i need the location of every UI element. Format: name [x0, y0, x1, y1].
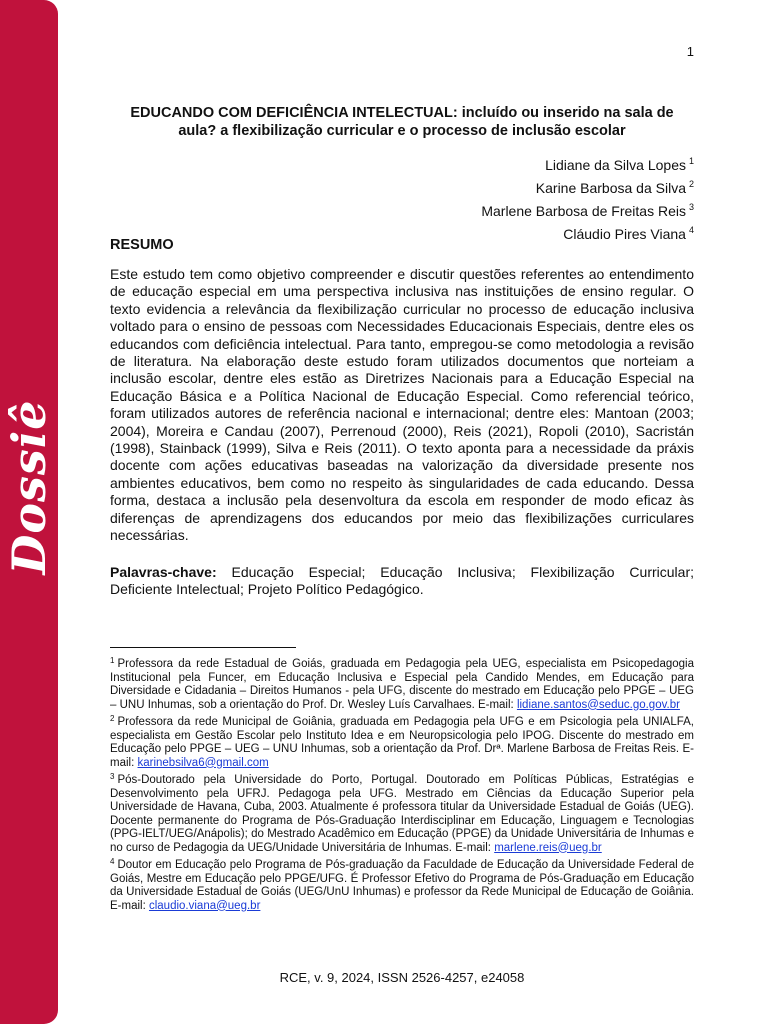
- footnote: [110, 855, 694, 913]
- footnote-text: Professora da rede Estadual de Goiás, graduada em Pedagogia pela UEG, especialista em Psicopedagogia Institucional pela Funcer, em Educação Inclusiva e Especial pela Candido Mendes, em Educação para Diversidade e Cidadania – Direitos Humanos - pela UFG, discente do mestrado em Educação pelo PPGE – UEG – UNU Inhumas, sob a orientação do Prof. Dr. Wesley Luís Carvalhaes. E-mail:: [110, 658, 694, 711]
- author-line: [110, 152, 694, 175]
- author-note-ref[interactable]: 2: [688, 179, 694, 189]
- footnote-number: 3: [110, 772, 115, 781]
- keywords-label: Palavras-chave:: [110, 564, 217, 580]
- footnotes: [110, 654, 694, 913]
- footnote-text: Professora da rede Municipal de Goiânia, graduada em Pedagogia pela UFG e em Psicologia pela UNIALFA, especialista em Gestão Escolar pelo Instituto Idea e em Neuropsicologia pelo IPOG. Discente do mestrado em Educação pelo PPGE – UEG – UNU Inhumas, sob a orientação da Prof. Drª. Marlene Barbosa de Freitas Reis. E-mail:: [110, 716, 694, 769]
- abstract-heading: RESUMO: [110, 237, 174, 253]
- author-note-ref[interactable]: 1: [688, 156, 694, 166]
- author-note-ref[interactable]: 4: [688, 225, 694, 235]
- footnote-email-link[interactable]: karinebsilva6@gmail.com: [137, 756, 269, 769]
- footnote-email-link[interactable]: claudio.viana@ueg.br: [148, 899, 261, 912]
- footnote-number: 1: [110, 656, 115, 665]
- keywords-paragraph: [110, 564, 694, 599]
- footnote-text: Pós-Doutorado pela Universidade do Porto, Portugal. Doutorado em Políticas Públicas, Estratégias e Desenvolvimento pela UFRJ. Pedagoga pela UFG. Mestrado em Ciências da Educação Superior pela Universidade de Havana, Cuba, 2003. Atualmente é professora titular da Universidade Estadual de Goiás (UEG). Docente permanente do Programa de Pós-Graduação Interdisciplinar em Educação, Linguagem e Tecnologias (PPG-IELT/UEG/Anápolis); do Mestrado Acadêmico em Educação (PPGE) da Unidade Universitária de Inhumas e no curso de Pedagogia da UEG/Unidade Universitária de Inhumas. E-mail:: [110, 774, 694, 854]
- author-note-ref[interactable]: 3: [688, 202, 694, 212]
- abstract-body: Este estudo tem como objetivo compreender e discutir questões referentes ao entendimento de educação especial em uma perspectiva inclusiva nas instituições de ensino regular. O texto evidencia a relevância da flexibilização curricular no processo de educação inclusiva voltado para o ensino de pessoas com Necessidades Educacionais Especiais, dentre eles os educandos com deficiência intelectual. Para tanto, empregou-se como metodologia a revisão de literatura. Na elaboração deste estudo foram utilizados documentos que norteiam a inclusão escolar, dentre eles estão as Diretrizes Nacionais para a Educação Especial na Educação Básica e a Política Nacional de Educação Especial. Como referencial teórico, foram utilizados autores de referência nacional e internacional; dentre eles: Mantoan (2003; 2004), Moreira e Candau (2007), Perrenoud (2000), Reis (2021), Ropoli (2010), Sacristán (1998), Stainback (1999), Silva e Reis (2011). O texto aponta para a necessidade da práxis docente com ações educativas baseadas na valorização da diversidade presente nos ambientes educativos, bem como no respeito às singularidades de cada educando. Dessa forma, destaca a inclusão pela desenvoltura da escola em responder de modo eficaz às diferenças de aprendizagens dos educandos por meio das flexibilizações curriculares necessárias.: [110, 266, 694, 544]
- footnote-text: Doutor em Educação pelo Programa de Pós-graduação da Faculdade de Educação da Universidade Federal de Goiás, Mestre em Educação pelo PPGE/UFG. É Professor Efetivo do Programa de Pós-Graduação em Educação da Universidade Estadual de Goiás (UEG/UnU Inhumas) e professor da Rede Municipal de Educação de Goiânia. E-mail:: [110, 859, 694, 912]
- dossie-side-band: [0, 0, 58, 1024]
- journal-footer: RCE, v. 9, 2024, ISSN 2526-4257, e24058: [279, 970, 525, 985]
- footnote: [110, 654, 694, 712]
- author-line: [110, 175, 694, 198]
- author-name: Marlene Barbosa de Freitas Reis: [481, 203, 686, 219]
- article-title: EDUCANDO COM DEFICIÊNCIA INTELECTUAL: incluído ou inserido na sala de aula? a flexibilização curricular e o processo de inclusão escolar: [130, 105, 674, 139]
- author-name: Lidiane da Silva Lopes: [545, 157, 686, 173]
- page-number: 1: [686, 44, 694, 59]
- author-name: Karine Barbosa da Silva: [535, 180, 686, 196]
- author-line: [110, 198, 694, 221]
- keywords-text: Educação Especial; Educação Inclusiva; Flexibilização Curricular; Deficiente Intelectual; Projeto Político Pedagógico.: [110, 564, 694, 598]
- footnote: [110, 770, 694, 855]
- footnote-email-link[interactable]: marlene.reis@ueg.br: [494, 841, 602, 854]
- footnote: [110, 712, 694, 770]
- footnote-number: 2: [110, 714, 115, 723]
- footnote-separator: [110, 647, 296, 648]
- author-name: Cláudio Pires Viana: [563, 226, 686, 242]
- author-list: [110, 152, 694, 244]
- footnote-email-link[interactable]: lidiane.santos@seduc.go.gov.br: [516, 698, 680, 711]
- dossie-label: Dossiê: [2, 399, 56, 575]
- footnote-number: 4: [110, 857, 115, 866]
